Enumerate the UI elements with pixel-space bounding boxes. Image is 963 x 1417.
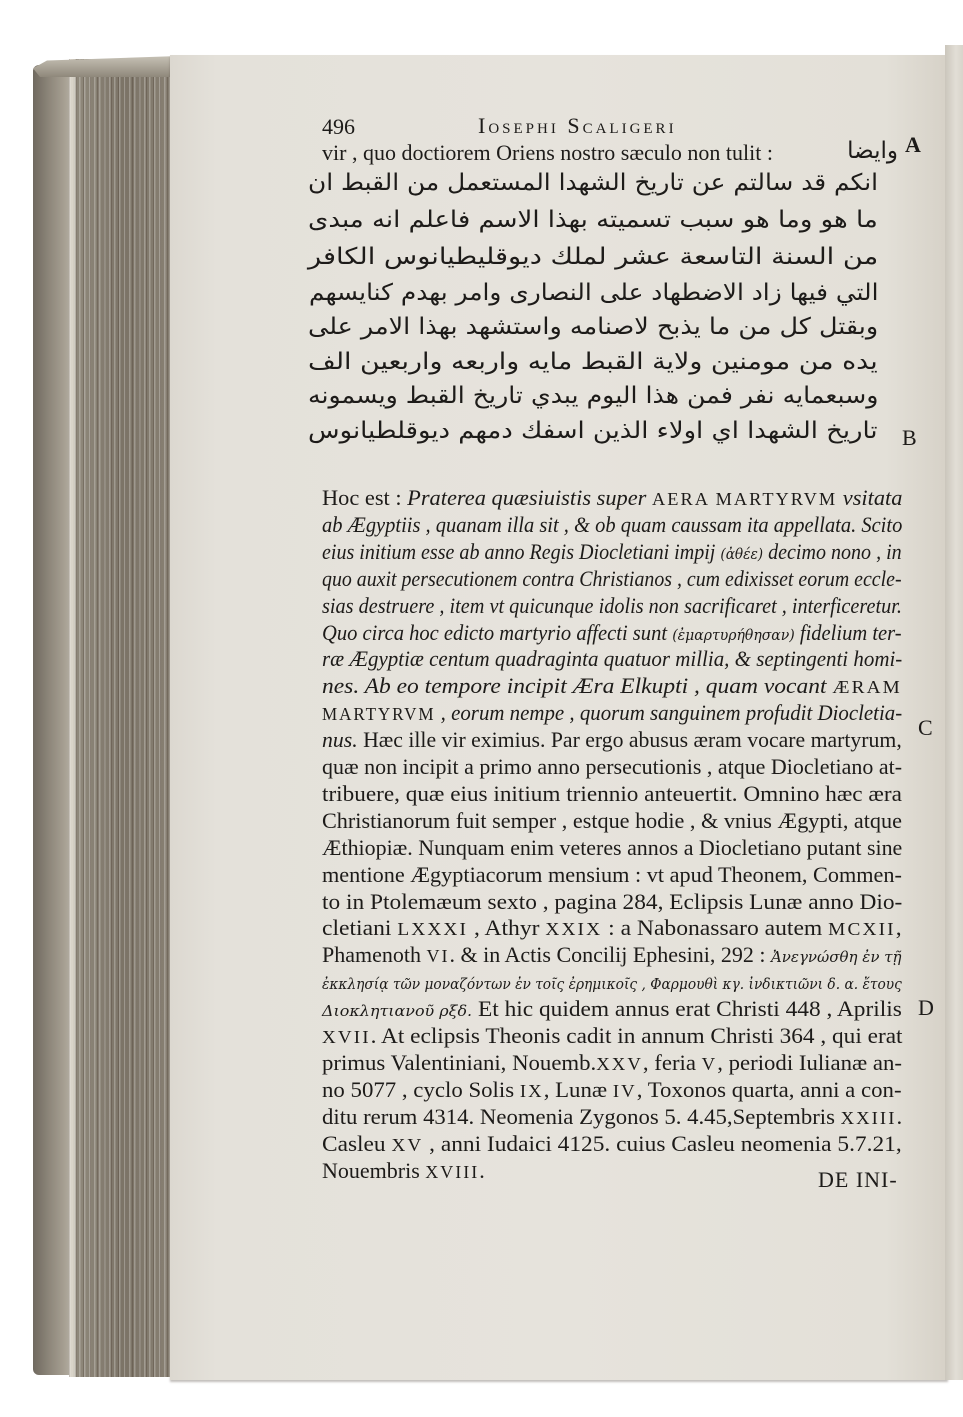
text-segment: Phamenoth [322,942,427,968]
greek-text: ἐκκλησίᾳ τῶν μοναζόντων ἐν τοῖς ἐρημικοῖς , Φαρμουθὶ κγ. ἰνδικτιῶνι δ. α. ἔτους [322,975,902,994]
small-caps-text: XVII [322,1027,371,1047]
text-segment: ab Ægyptiis , quanam illa sit , & ob quam caussam ita appellata. Scito [322,511,903,537]
small-caps-text: XXIX [545,919,603,940]
latin-line [322,512,902,538]
greek-text: Διοκλητιανοῦ ρξδ. [322,1002,473,1021]
text-segment: no 5077 , cyclo Solis [322,1076,520,1102]
latin-line [322,969,902,995]
text-segment: : a Nabonassaro autem [602,915,829,941]
text-segment: tribuere, quæ eius initium triennio anteuertit. Omnino hæc æra [322,780,902,806]
latin-line [322,485,902,511]
page-number: 496 [322,114,355,139]
latin-line [322,835,902,861]
arabic-line: من السنة التاسعة عشر لملك ديوقليطيانوس الكافر [307,244,878,270]
book-cover-edge [33,65,73,1375]
latin-line [322,539,902,565]
latin-line [322,1158,485,1184]
small-caps-text: IV [612,1080,637,1101]
latin-line [322,566,902,592]
text-segment: , anni Iudaici 4125. cuius Casleu neomenia 5.7.21, [423,1130,902,1156]
small-caps-text: XXIII [840,1107,897,1128]
small-caps-text: XVIII [425,1161,480,1182]
text-segment: quæ non incipit a primo anno persecutionis , atque Diocletiano at- [322,754,903,779]
text-segment: vsitata [837,485,903,510]
latin-line [322,808,902,834]
latin-line [322,996,902,1022]
latin-line [322,781,902,807]
text-segment: , feria [642,1049,702,1075]
latin-line [322,620,902,646]
text-segment: . At eclipsis Theonis cadit in annum Christi 364 , qui erat [370,1023,903,1048]
small-caps-text: XXV [596,1053,643,1074]
text-segment: fidelium ter- [794,619,902,645]
margin-letter-a: A [905,132,921,157]
small-caps-text: ÆRAM [832,677,902,698]
text-segment: ræ Ægyptiæ centum quadraginta quatuor millia, & septingenti homi- [322,646,903,672]
small-caps-text: AERA MARTYRVM [651,489,838,509]
margin-letter-b: B [902,425,917,450]
latin-line [322,754,902,780]
latin-line [322,727,902,753]
text-segment: . [896,1103,903,1129]
text-segment: . & in Actis Concilij Ephesini, 292 : [449,942,771,968]
greek-text: Ἀνεγνώσθη ἐν τῇ [770,948,902,967]
latin-line [322,1131,902,1157]
arabic-line: انكم قد سالتم عن تاريخ الشهدا المستعمل من القبط ان [307,170,878,196]
arabic-line: وبقتل كل من ما يذبح لاصنامه واستشهد بهذا الامر على [307,314,878,340]
latin-line [322,889,902,915]
latin-line [322,1104,902,1130]
text-segment: , [895,915,902,941]
text-segment: , eorum nempe , quorum sanguinem profudit Diocletia- [435,700,903,726]
latin-line [322,1077,902,1103]
text-segment: cletiani [322,915,398,941]
small-caps-text: V [701,1053,718,1074]
text-segment: , Lunæ [543,1076,613,1102]
text-segment: Christianorum fuit semper , estque hodie , & vnius Ægypti, atque [322,807,902,833]
running-head: Iosephi Scaligeri [478,113,677,138]
opening-line: vir , quo doctiorem Oriens nostro sæculo non tulit : [322,140,773,165]
latin-line [322,942,902,968]
text-segment: Æthiopiæ. Nunquam enim veteres annos a Diocletiano putant sine [322,834,903,860]
greek-text: (ἀθέε) [720,544,764,563]
small-caps-text: MARTYRVM [322,704,436,725]
text-segment: decimo nono , in [763,538,902,564]
arabic-line: التي فيها زاد الاضطهاد على النصارى وامر بهدم كنايسهم [308,280,878,306]
text-segment: Praterea quæsiuistis super [407,485,652,510]
text-segment: Quo circa hoc edicto martyrio affecti sunt [322,619,673,645]
text-segment: Casleu [322,1130,392,1156]
text-segment: . [479,1157,485,1183]
text-segment: nus. [322,727,358,753]
arabic-line: ما هو وما هو سبب تسميته بهذا الاسم فاعلم انه مبدى [308,207,878,233]
latin-line [322,1023,903,1049]
text-segment: Nouembris [322,1157,426,1183]
small-caps-text: MCXII [828,919,896,940]
arabic-line: وايضا [847,138,898,164]
text-segment: nes. Ab eo tempore incipit Æra Elkupti , quam vocant [322,673,833,699]
text-segment: Hæc ille vir eximius. Par ergo abusus æram vocare martyrum, [357,727,902,753]
text-segment: mentione Ægyptiacorum mensium : vt apud Theonem, Commen- [322,861,902,887]
text-segment: ditu rerum 4314. Neomenia Zygonos 5. 4.45,Septembris [322,1103,841,1129]
text-segment: sias destruere , item vt quicunque idolis non sacrificaret , interficeretur. [322,592,902,618]
text-segment: to in Ptolemæum sexto , pagina 284, Eclipsis Lunæ anno Dio- [322,888,903,914]
latin-line [322,593,902,619]
greek-text: (ἐμαρτυρήθησαν) [672,625,795,644]
catchword: DE INI- [818,1167,898,1192]
text-segment: eius initium esse ab anno Regis Diocletiani impij [322,538,721,564]
arabic-line: وسبعمايه نفر فمن هذا اليوم يبدي تاريخ القبط ويسمونه [307,383,878,409]
latin-line [322,646,902,672]
latin-line [322,915,902,941]
arabic-line: يده من مومنين ولاية القبط مايه واربعه واربعين الف [308,349,878,375]
margin-letter-c: C [918,715,933,740]
small-caps-text: IX [519,1080,544,1101]
small-caps-text: VI [426,946,450,967]
text-segment: quo auxit persecutionem contra Christianos , cum edixisset eorum eccle- [322,565,902,591]
latin-line [322,862,902,888]
latin-line [322,673,902,699]
small-caps-text: XV [391,1134,424,1155]
latin-line [322,700,902,726]
small-caps-text: LXXXI [397,919,469,940]
text-segment: Hoc est : [322,485,408,510]
latin-line [322,1050,902,1076]
text-segment: , periodi Iulianæ an- [717,1049,902,1075]
text-segment: Et hic quidem annus erat Christi 448 , Aprilis [472,996,902,1022]
arabic-line: تاريخ الشهدا اي اولاء الذين اسفك دمهم ديوقلطيانوس [308,418,878,444]
text-segment: , Toxonos quarta, anni a con- [636,1076,902,1102]
adjacent-page-edge [945,45,963,1380]
margin-letter-d: D [918,995,934,1020]
text-segment: , Athyr [468,915,546,941]
text-segment: primus Valentiniani, Nouemb. [322,1049,597,1075]
